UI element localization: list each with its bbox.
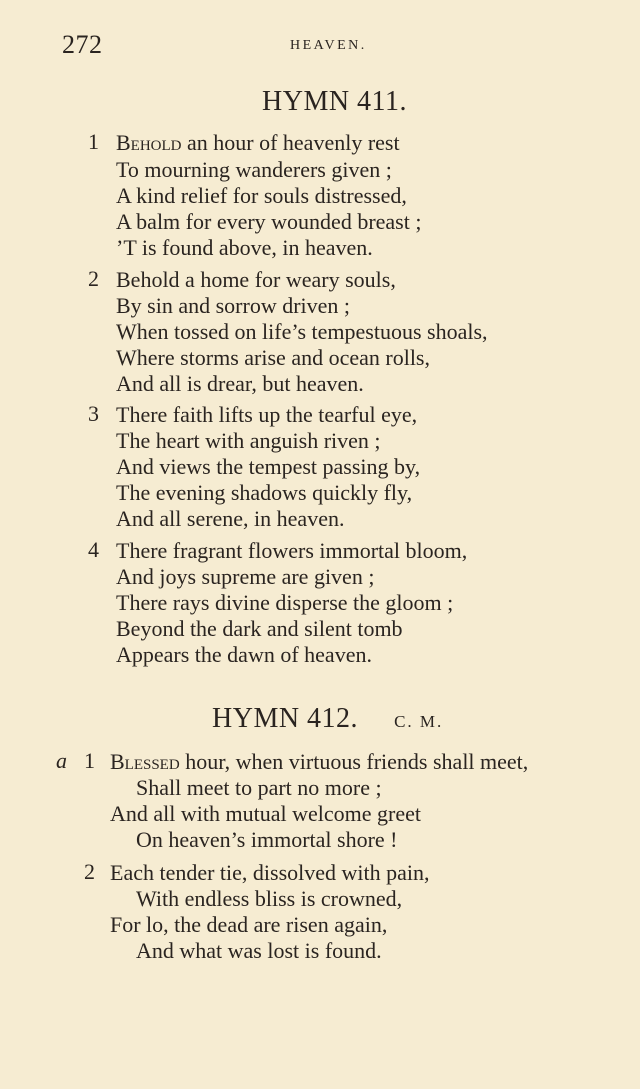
stanza-marker: a (56, 748, 67, 773)
running-head: HEAVEN. (290, 38, 367, 53)
stanza-line: To mourning wanderers given ; (116, 157, 392, 182)
stanza-line: For lo, the dead are risen again, (110, 912, 388, 937)
stanza-line: And what was lost is found. (136, 938, 382, 963)
stanza-line: Blessed hour, when virtuous friends shall meet, (110, 749, 529, 774)
stanza-line: And views the tempest passing by, (116, 454, 421, 479)
stanza-line: When tossed on life’s tempestuous shoals, (116, 319, 488, 344)
stanza-line: Each tender tie, dissolved with pain, (110, 860, 430, 885)
stanza-number: 4 (88, 537, 99, 562)
stanza-line: And all is drear, but heaven. (116, 371, 364, 396)
stanza-line: Beyond the dark and silent tomb (116, 616, 403, 641)
stanza-line: The heart with anguish riven ; (116, 428, 381, 453)
hymn-412-title: HYMN 412. C. M. (212, 703, 444, 734)
hymn-411-title: HYMN 411. (262, 86, 408, 117)
stanza-line: There fragrant flowers immortal bloom, (116, 538, 468, 563)
stanza-line: Behold an hour of heavenly rest (116, 130, 400, 155)
stanza-line: And joys supreme are given ; (116, 564, 375, 589)
hymn-meter: C. M. (394, 712, 444, 731)
stanza-number: 3 (88, 401, 99, 426)
stanza-line: There faith lifts up the tearful eye, (116, 402, 418, 427)
stanza-line: The evening shadows quickly fly, (116, 480, 413, 505)
stanza-number: 2 (84, 859, 95, 884)
stanza-line: And all with mutual welcome greet (110, 801, 421, 826)
stanza-line: Behold a home for weary souls, (116, 267, 396, 292)
first-word: Blessed (110, 749, 180, 774)
stanza-line: There rays divine disperse the gloom ; (116, 590, 454, 615)
stanza-number: 2 (88, 266, 99, 291)
stanza-line: A kind relief for souls distressed, (116, 183, 407, 208)
stanza-line: On heaven’s immortal shore ! (136, 827, 398, 852)
first-word: Behold (116, 130, 182, 155)
stanza-number: 1 (88, 129, 99, 154)
stanza-line: Appears the dawn of heaven. (116, 642, 372, 667)
stanza-line: And all serene, in heaven. (116, 506, 345, 531)
stanza-line: Where storms arise and ocean rolls, (116, 345, 430, 370)
stanza-line: A balm for every wounded breast ; (116, 209, 422, 234)
stanza-line: With endless bliss is crowned, (136, 886, 403, 911)
stanza-line: Shall meet to part no more ; (136, 775, 382, 800)
stanza-number: 1 (84, 748, 95, 773)
stanza-line: ’T is found above, in heaven. (116, 235, 373, 260)
stanza-line: By sin and sorrow driven ; (116, 293, 351, 318)
page-number: 272 (62, 30, 103, 59)
